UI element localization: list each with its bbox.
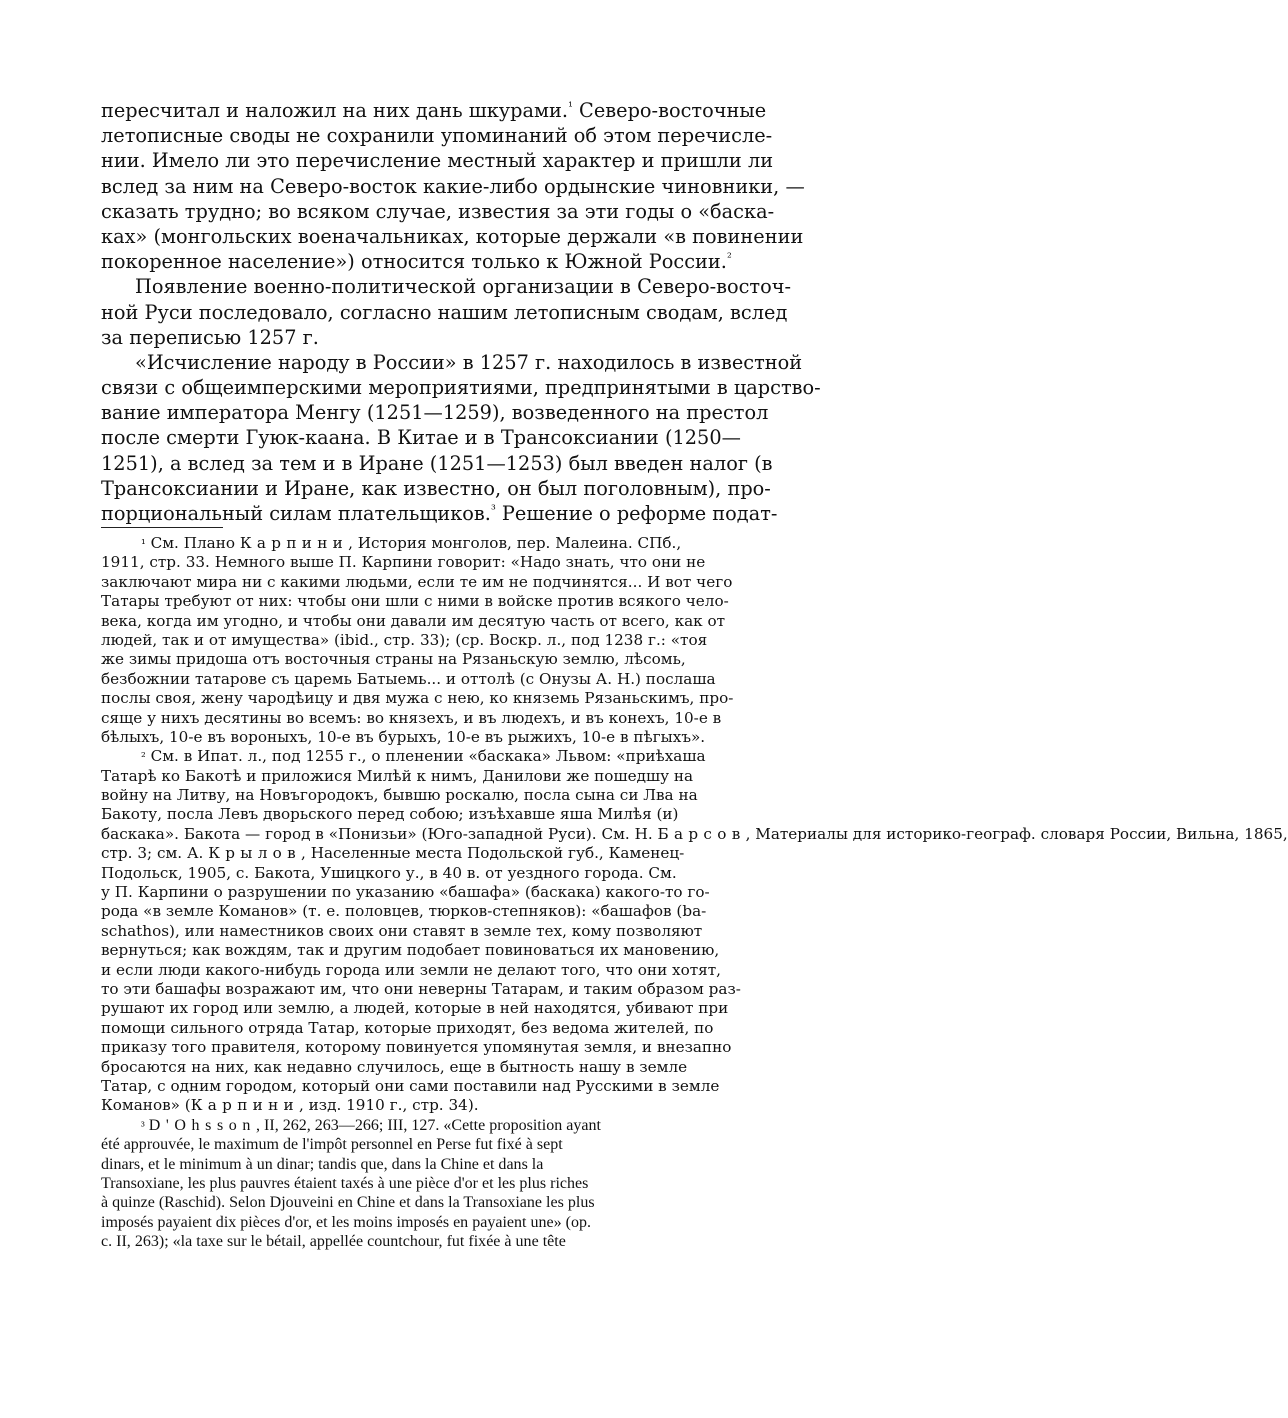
footnote-line: людей, так и от имущества» (ibid., стр. 33); (ср. Воскр. л., под 1238 г.: «тоя — [101, 630, 708, 649]
footnote-line: schathos), или наместников своих они ставят в земле тех, кому позволяют — [101, 921, 703, 940]
footnote-line: послы своя, жену чародѣицу и двя мужа с нею, ко княземь Рязаньскимъ, про- — [101, 689, 734, 708]
footnote-line: Подольск, 1905, с. Бакота, Ушицкого у., в 40 в. от уездного города. См. — [101, 863, 677, 882]
footnote-line: рода «в земле Команов» (т. е. половцев, тюрков-степняков): «башафов (ba- — [101, 902, 707, 921]
main-line: пересчитал и наложил на них дань шкурами.$^{^1}$ Северо-восточные — [101, 99, 767, 122]
footnote-line: века, когда им угодно, и чтобы они давали им десятую часть от всего, как от — [101, 611, 726, 630]
footnote-ref-3: ³ — [490, 502, 496, 517]
author-name: Карпини — [190, 1096, 299, 1115]
footnote-number: ² — [141, 750, 146, 765]
footnote-line: вернуться; как вождям, так и другим подобает повиноваться их мановению, — [101, 941, 720, 960]
footnote-line: и если люди какого-нибудь города или земли не делают того, что они хотят, — [101, 960, 722, 979]
main-line: нии. Имело ли это перечисление местный характер и пришли ли — [101, 149, 774, 173]
main-line: после смерти Гуюк-каана. В Китае и в Трансоксиании (1250— — [101, 426, 741, 450]
footnote-line: Бакоту, посла Левъ дворьского перед собою; изъѣхавше яша Милѣя (и) — [101, 805, 679, 824]
footnote-line: у П. Карпини о разрушении по указанию «башафа» (баскака) какого-то го- — [101, 883, 710, 902]
footnote-line: баскака». Бакота — город в «Понизьи» (Юго-западной Руси). См. Н. Барсов, Материалы для историко-географ. словаря России, Вильна, 1865, — [101, 824, 1288, 843]
footnote-line: 1911, стр. 33. Немного выше П. Карпини говорит: «Надо знать, что они не — [101, 553, 706, 572]
footnotes — [101, 534, 1288, 1251]
footnote-line: c. II, 263); «la taxe sur le bétail, appellée countchour, fut fixée à une tête — [101, 1233, 566, 1251]
footnote-separator — [101, 527, 223, 528]
author-name: Барсов — [657, 824, 746, 843]
main-line: ках» (монгольских военачальниках, которые держали «в повинении — [101, 224, 804, 248]
paragraph-start: «Исчисление народу в России» в 1257 г. находилось в известной — [135, 350, 803, 374]
footnote-line: Татарѣ ко Бакотѣ и приложися Милѣй к нимъ, Данилови же пошедшу на — [101, 766, 694, 785]
footnote-line: imposés payaient dix pièces d'or, et les moins imposés en payaient une» (op. — [101, 1213, 592, 1231]
footnote-2: ² См. в Ипат. л., под 1255 г., о пленении «баскака» Львом: «приѣхаша — [141, 747, 706, 766]
footnote-line: то эти башафы возражают им, что они неверны Татарам, и таким образом раз- — [101, 979, 741, 998]
main-line: связи с общеимперскими мероприятиями, предпринятыми в царство- — [101, 376, 821, 400]
footnote-line: Transoxiane, les plus pauvres étaient taxés à une pièce d'or et les plus riches — [101, 1174, 589, 1192]
main-text — [101, 98, 841, 526]
footnote-line: Татар, с одним городом, который они сами поставили над Русскими в земле — [101, 1076, 720, 1095]
footnote-line: à quinze (Raschid). Selon Djouveini en Chine et dans la Transoxiane les plus — [101, 1194, 595, 1212]
main-line: за переписью 1257 г. — [101, 325, 319, 349]
footnote-line: сяще у нихъ десятины во всемъ: во князехъ, и въ людехъ, и въ конехъ, 10-е в — [101, 708, 722, 727]
footnote-ref-2: ² — [726, 250, 732, 265]
footnote-line: рушают их город или землю, а людей, которые в ней находятся, убивают при — [101, 999, 729, 1018]
footnote-line: dinars, et le minimum à un dinar; tandis que, dans la Chine et dans la — [101, 1155, 544, 1173]
footnote-line: безбожнии татарове съ царемь Батыемь... и оттолѣ (с Онузы А. Н.) послаша — [101, 669, 716, 688]
footnote-line: бѣлыхъ, 10-е въ вороныхъ, 10-е въ бурыхъ, 10-е въ рыжихъ, 10-е в пѣгыхъ». — [101, 727, 706, 746]
main-line: вслед за ним на Северо-восток какие-либо ордынские чиновники, — — [101, 174, 805, 198]
footnote-line: помощи сильного отряда Татар, которые приходят, без ведома жителей, по — [101, 1018, 714, 1037]
paragraph-start: Появление военно-политической организации в Северо-восточ- — [135, 275, 792, 299]
footnote-1: ¹ См. Плано Карпини, История монголов, пер. Малеина. СПб., — [141, 534, 682, 552]
main-line: летописные своды не сохранили упоминаний об этом перечисле- — [101, 124, 773, 148]
main-line: вание императора Менгу (1251—1259), возведенного на престол — [101, 401, 769, 425]
footnote-line: été approuvée, le maximum de l'impôt personnel en Perse fut fixé à sept — [101, 1136, 563, 1154]
footnote-line: Татары требуют от них: чтобы они шли с ними в войске против всякого чело- — [101, 592, 729, 611]
footnote-line: Команов» (Карпини, изд. 1910 г., стр. 34). — [101, 1096, 479, 1115]
footnote-ref-1: ¹ — [568, 99, 573, 114]
footnote-line: приказу того правителя, которому повинуется упомянутая земля, и внезапно — [101, 1038, 732, 1057]
main-line: сказать трудно; во всяком случае, известия за эти годы о «баска- — [101, 199, 775, 223]
main-line: ной Руси последовало, согласно нашим летописным сводам, вслед — [101, 300, 788, 324]
footnote-line: стр. 3; см. А. Крылов, Населенные места Подольской губ., Каменец- — [101, 844, 685, 863]
footnote-line: заключают мира ни с какими людьми, если те им не подчинятся... И вот чего — [101, 572, 733, 591]
footnote-line: бросаются на них, как недавно случилось, еще в бытность нашу в земле — [101, 1057, 688, 1076]
footnote-3: ³ D'Ohsson, II, 262, 263—266; III, 127. «Cette proposition ayant — [141, 1116, 601, 1134]
footnote-line: войну на Литву, на Новъгородокъ, бывшю роскалю, посла сына си Лва на — [101, 786, 698, 805]
footnote-number: ³ — [141, 1118, 145, 1133]
author-name: Карпини — [239, 534, 349, 552]
author-name: Крылов — [208, 844, 302, 863]
main-line: порциональный силам плательщиков.$^{^3}$ Решение о реформе подат- — [101, 502, 778, 525]
main-line: Трансоксиании и Иране, как известно, он был поголовным), про- — [101, 476, 771, 500]
author-name: D'Ohsson — [148, 1116, 257, 1134]
footnote-line: же зимы придоша отъ восточныя страны на Рязаньскую землю, лѣсомь, — [101, 650, 686, 669]
footnote-number: ¹ — [141, 537, 146, 551]
main-line: 1251), а вслед за тем и в Иране (1251—1253) был введен налог (в — [101, 451, 773, 475]
main-line: покоренное население») относится только к Южной России.$^{^2}$ — [101, 250, 732, 274]
